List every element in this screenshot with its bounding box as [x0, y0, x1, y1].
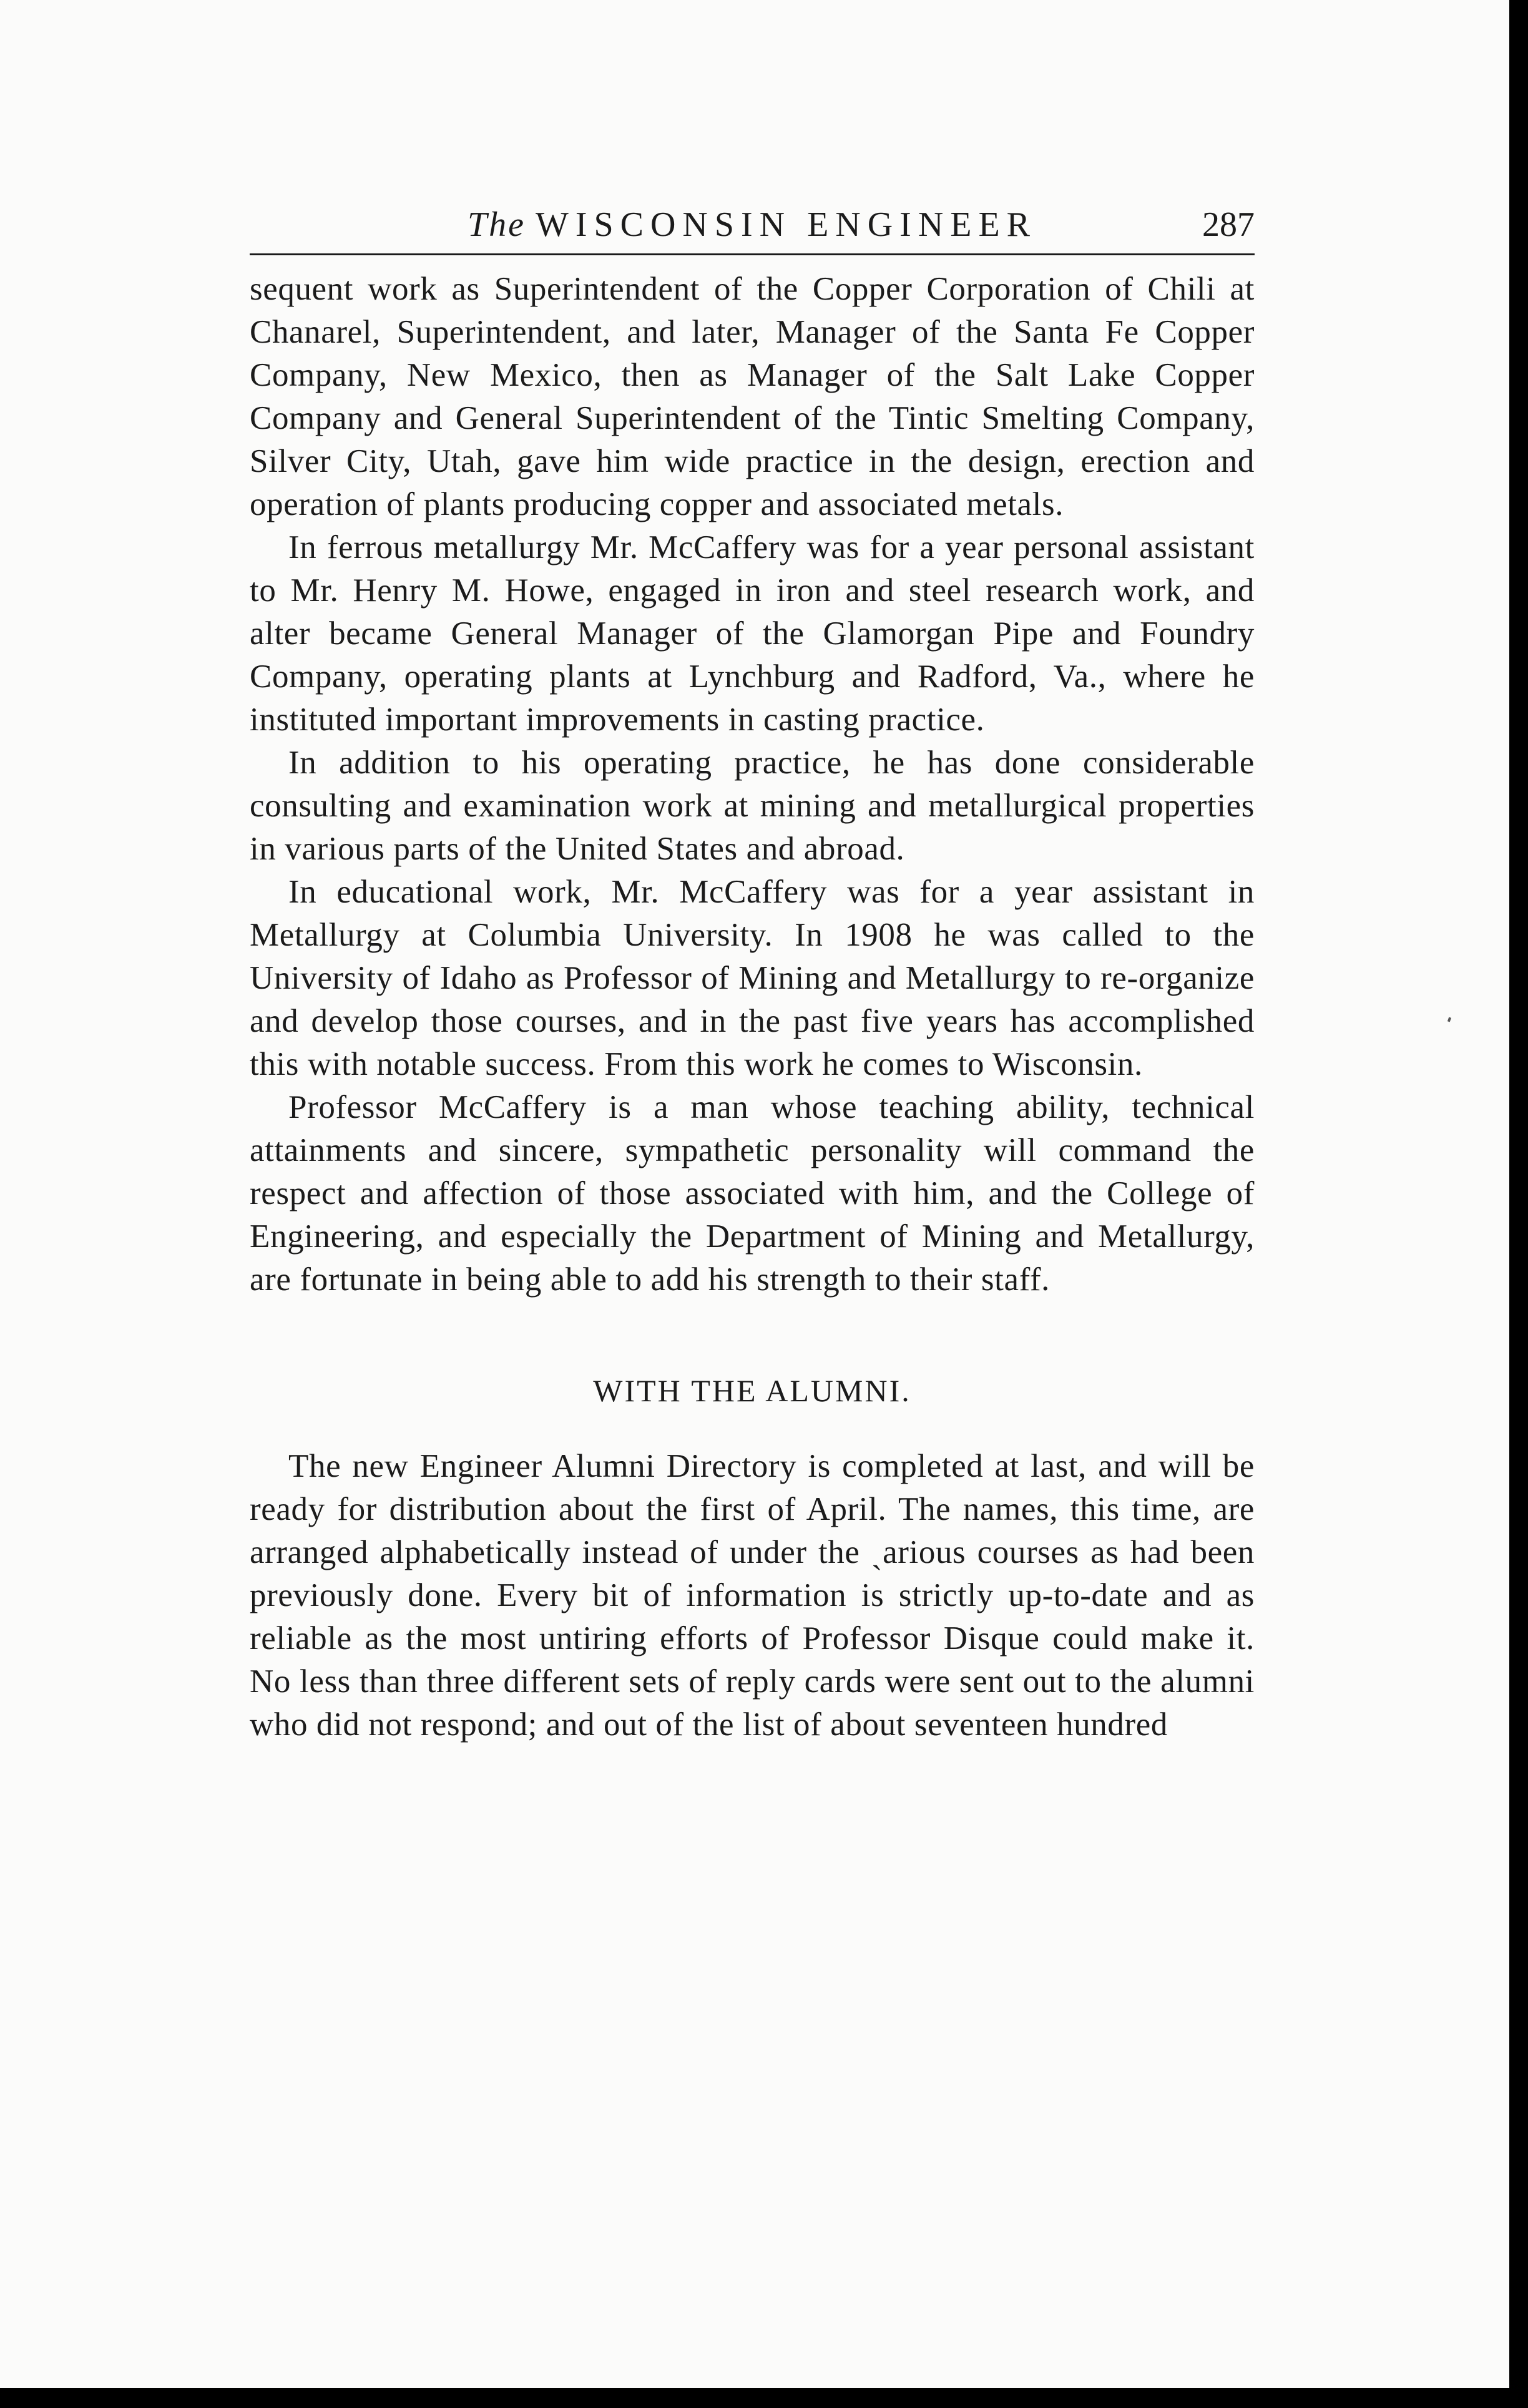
paragraph-ferrous-metallurgy: In ferrous metallurgy Mr. McCaffery was for a year personal assistant to Mr. Henry M. Howe, engaged in iron and steel research work, and alter became General Manager of the Glamorgan Pipe and Foundry Company, operating plants at Lynchburg and Radford, Va., where he instituted important improvements in casting practice. [250, 529, 1255, 738]
journal-title [250, 200, 1255, 250]
running-head [250, 200, 1255, 250]
journal-title-article: The [467, 205, 526, 244]
text-column [250, 200, 1255, 1746]
paragraph-educational-work: In educational work, Mr. McCaffery was for a year assistant in Metallurgy at Columbia University. In 1908 he was called to the University of Idaho as Professor of Mining and Metallurgy to re-organize and develop those courses, and in the past five years has accomplished this with notable success. From this work he comes to Wisconsin. [250, 874, 1255, 1082]
page-number: 287 [1202, 205, 1255, 244]
section-heading-alumni: WITH THE ALUMNI. [593, 1373, 911, 1408]
journal-title-name: WISCONSIN ENGINEER [535, 205, 1037, 244]
paragraph-alumni-directory: The new Engineer Alumni Directory is completed at last, and will be ready for distribution about the first of April. The names, this time, are arranged alphabetically instead of under the ˎarious courses as had been previously done. Every bit of information is strictly up-to-date and as reliable as the most untiring efforts of Professor Disque could make it. No less than three different sets of reply cards were sent out to the alumni who did not respond; and out of the list of about seventeen hundred [250, 1448, 1255, 1743]
header-rule [250, 253, 1255, 255]
scan-speck [1447, 1017, 1451, 1022]
paragraph-consulting-work: In addition to his operating practice, he has done considerable consulting and examination work at mining and metallurgical properties in various parts of the United States and abroad. [250, 745, 1255, 867]
paragraph-professor-mccaffery: Professor McCaffery is a man whose teaching ability, technical attainments and sincere, sympathetic personality will command the respect and affection of those associated with him, and the College of Engineering, and especially the Department of Mining and Metallurgy, are fortunate in being able to add his strength to their staff. [250, 1089, 1255, 1298]
paragraph-continued: sequent work as Superintendent of the Copper Corporation of Chili at Chanarel, Superintendent, and later, Manager of the Santa Fe Copper Company, New Mexico, then as Manager of the Salt Lake Copper Company and General Superintendent of the Tintic Smelting Company, Silver City, Utah, gave him wide practice in the design, erection and operation of plants producing copper and associated metals. [250, 271, 1255, 522]
